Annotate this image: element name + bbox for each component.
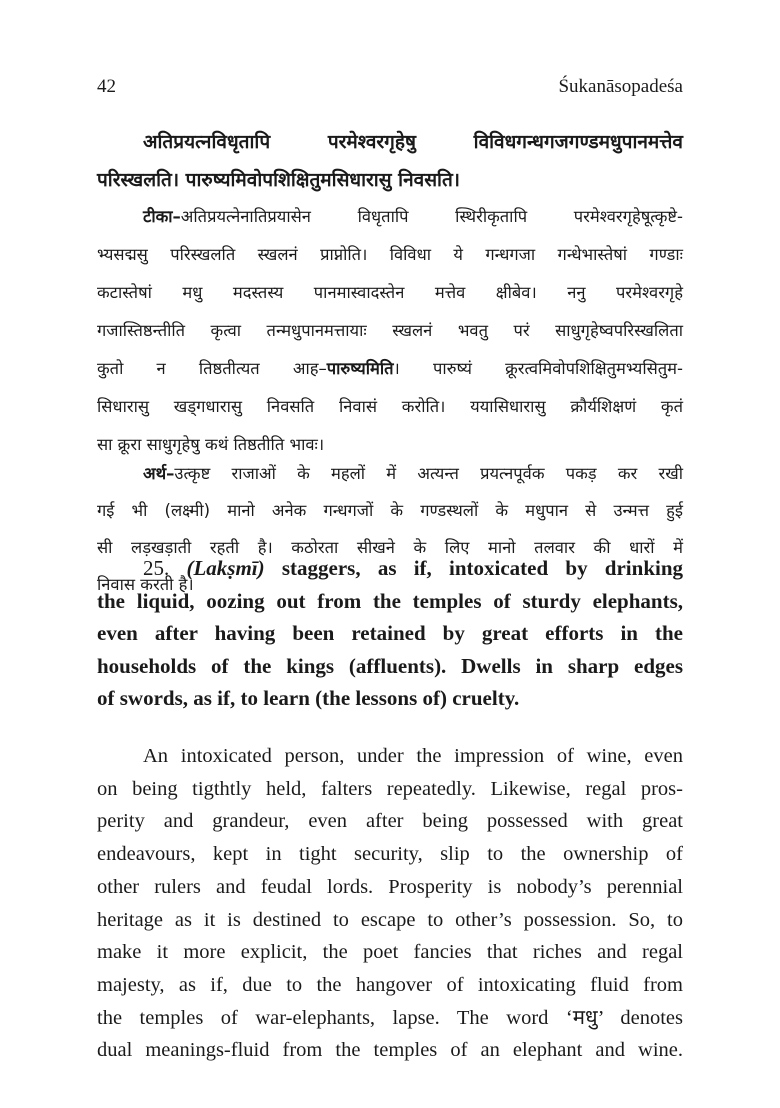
tika-line (97, 350, 683, 388)
tika-text: कुतो न तिष्ठतीत्यत आह– (97, 359, 327, 378)
artha-line: सी लड़खड़ाती रहती है। कठोरता सीखने के लिए मानो तलवार की धारों में (97, 538, 683, 557)
commentary-line: dual meanings-fluid from the temples of an elephant and wine. (97, 1039, 683, 1062)
tika-line (97, 198, 683, 236)
translation-text: staggers, as if, intoxicated by drinking (281, 556, 684, 580)
artha-line: निवास करती है। (97, 575, 194, 594)
translation-line: even after having been retained by great efforts in the (97, 621, 683, 645)
running-title: Śukanāsopadeśa (558, 76, 683, 97)
translation-line: the liquid, oozing out from the temples of sturdy elephants, (97, 588, 683, 613)
translation-line: of swords, as if, to learn (the lessons of) cruelty. (97, 686, 520, 710)
tika-line: सिधारासु खड्गधारासु निवसति निवासं करोति। ययासिधारासु क्रौर्यशिक्षणं कृतं (97, 397, 683, 416)
verse-number: 25. (143, 556, 170, 580)
english-commentary (97, 740, 683, 1067)
page-header (97, 76, 683, 102)
artha-label: अर्थ– (143, 464, 175, 483)
artha-text: उत्कृष्ट राजाओं के महलों में अत्यन्त प्रयत्नपूर्वक पकड़ कर रखी (174, 464, 683, 483)
commentary-line: other rulers and feudal lords. Prosperity is nobody’s perennial (97, 875, 683, 898)
tika-keyword: पारुष्यमिति (326, 359, 394, 378)
commentary-line: perity and grandeur, even after being possessed with great (97, 810, 683, 833)
verse-line: परिस्खलति। पारुष्यमिवोपशिक्षितुमसिधारासु निवसति। (97, 169, 461, 191)
page-number: 42 (97, 76, 116, 97)
tika-commentary (97, 198, 683, 464)
artha-line (97, 455, 683, 492)
translation-italic: (Lakṣmī) (186, 556, 265, 580)
english-translation (97, 552, 683, 715)
tika-text: । पारुष्यं क्रूरत्वमिवोपशिक्षितुमभ्यसितुम- (393, 359, 683, 378)
tika-line: कटास्तेषां मधु मदस्तस्य पानमास्वादस्तेन मत्तेव क्षीबेव। ननु परमेश्वरगृहे (97, 283, 683, 302)
artha-line: गई भी (लक्ष्मी) मानो अनेक गन्धगजों के गण्डस्थलों के मधुपान से उन्मत्त हुई (97, 501, 683, 520)
commentary-line: endeavours, kept in tight security, slip to the ownership of (97, 843, 683, 866)
verse-line: अतिप्रयत्नविधृतापि परमेश्वरगृहेषु विविधगन्धगजगण्डमधुपानमत्तेव (143, 131, 683, 153)
commentary-line: An intoxicated person, under the impression of wine, even (143, 745, 683, 767)
translation-line (97, 552, 683, 585)
tika-label: टीका– (143, 207, 181, 226)
commentary-line: heritage as it is destined to escape to other’s possession. So, to (97, 908, 683, 931)
commentary-line: the temples of war-elephants, lapse. The word ‘मधु’ denotes (97, 1006, 683, 1029)
tika-line: गजास्तिष्ठन्तीति कृत्वा तन्मधुपानमत्तायाः स्खलनं भवतु परं साधुगृहेष्वपरिस्खलिता (97, 321, 683, 340)
commentary-line: majesty, as if, due to the hangover of intoxicating fluid from (97, 973, 683, 996)
commentary-line: on being tigthtly held, falters repeatedly. Likewise, regal pros- (97, 777, 683, 800)
commentary-line: make it more explicit, the poet fancies that riches and regal (97, 941, 683, 964)
tika-text: अतिप्रयत्नेनातिप्रयासेन विधृतापि स्थिरीकृतापि परमेश्वरगृहेषूत्कृष्टे- (180, 207, 683, 226)
tika-line: भ्यसद्मसु परिस्खलति स्खलनं प्राप्नोति। विविधा ये गन्धगजा गन्धेभास्तेषां गण्डाः (97, 245, 683, 264)
translation-line: households of the kings (affluents). Dwells in sharp edges (97, 653, 683, 678)
tika-line: सा क्रूरा साधुगृहेषु कथं तिष्ठतीति भावः। (97, 435, 325, 454)
sanskrit-verse (97, 123, 683, 199)
